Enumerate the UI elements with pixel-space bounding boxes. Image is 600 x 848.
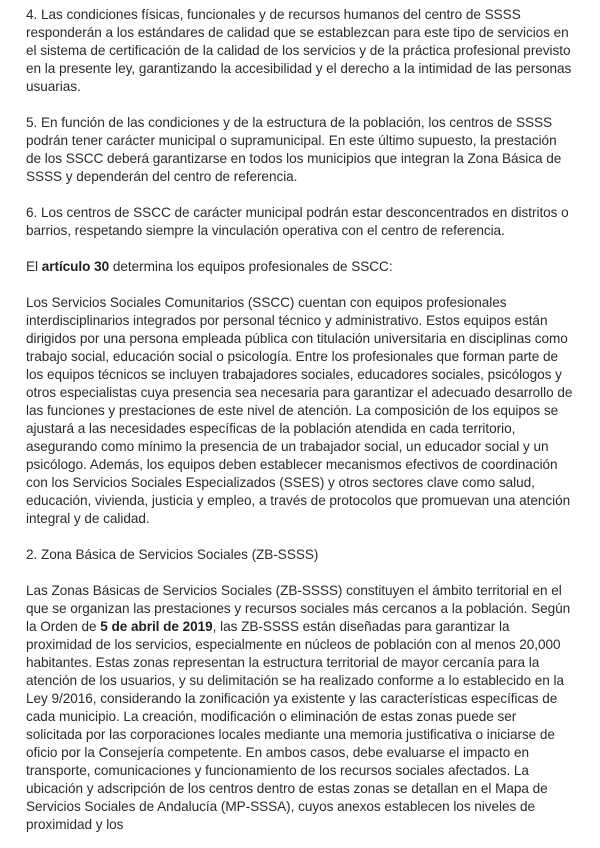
zb-text-after: , las ZB-SSSS están diseñadas para garantizar la proximidad de los servicios, especialmente en núcleos de población con al menos 20,000 habitantes. Estas zonas representan la estructura territorial de mayor cercanía para la atención de los usuarios, y su delimitación se ha realizado conforme a lo establecido en la Ley 9/2016, considerando la zonificación ya existente y las características específicas de cada municipio. La creación, modificación o eliminación de estas zonas puede ser solicitada por las corporaciones locales mediante una memoria justificativa o iniciarse de oficio por la Consejería competente. En ambos casos, debe evaluarse el impacto en transporte, comunicaciones y funcionamiento de los recursos sociales afectados. La ubicación y adscripción de los centros dentro de estas zonas se detallan en el Mapa de Servicios Sociales de Andalucía (MP-SSSA), cuyos anexos establecen los niveles de proximidad y los xyxy=(26,619,565,832)
paragraph-point-6: 6. Los centros de SSCC de carácter municipal podrán estar desconcentrados en distritos o barrios, respetando siempre la vinculación operativa con el centro de referencia. xyxy=(26,205,569,238)
paragraph-article-30-intro xyxy=(26,258,574,276)
zb-date-bold: 5 de abril de 2019 xyxy=(100,619,213,634)
paragraph-zb-ssss xyxy=(26,582,574,834)
paragraph-sscc-teams: Los Servicios Sociales Comunitarios (SSCC) cuentan con equipos profesionales interdisciplinarios integrados por personal técnico y administrativo. Estos equipos están dirigidos por una persona empleada pública con titulación universitaria en disciplinas como trabajo social, educación social o psicología. Entre los profesionales que forman parte de los equipos técnicos se incluyen trabajadores sociales, educadores sociales, psicólogos y otros especialistas cuya presencia sea necesaria para garantizar el adecuado desarrollo de las funciones y prestaciones de este nivel de atención. La composición de los equipos se ajustará a las necesidades específicas de la población atendida en cada territorio, asegurando como mínimo la presencia de un trabajador social, un educador social y un psicólogo. Además, los equipos deben establecer mecanismos efectivos de coordinación con los Servicios Sociales Especializados (SSES) y otros sectores clave como salud, educación, vivienda, justicia y empleo, a través de protocolos que promuevan una atención integral y de calidad. xyxy=(26,295,573,526)
article-30-text-before: El xyxy=(26,259,42,274)
paragraph-point-5: 5. En función de las condiciones y de la estructura de la población, los centros de SSSS podrán tener carácter municipal o supramunicipal. En este último supuesto, la prestación de los SSCC deberá garantizarse en todos los municipios que integran la Zona Básica de SSSS y dependerán del centro de referencia. xyxy=(26,115,562,184)
zb-text-before: Las Zonas Básicas de Servicios Sociales (ZB-SSSS) constituyen el ámbito territorial en el que se organizan las prestaciones y recursos sociales más cercanos a la población. Según la Orden de xyxy=(26,583,571,634)
section-heading-zb-ssss: 2. Zona Básica de Servicios Sociales (ZB-SSSS) xyxy=(26,547,319,562)
article-30-text-after: determina los equipos profesionales de SSCC: xyxy=(109,259,393,274)
paragraph-point-4: 4. Las condiciones físicas, funcionales y de recursos humanos del centro de SSSS responderán a los estándares de calidad que se establezcan para este tipo de servicios en el sistema de certificación de la calidad de los servicios y de la práctica profesional previsto en la presente ley, garantizando la accesibilidad y el derecho a la intimidad de las personas usuarias. xyxy=(26,7,572,94)
article-30-bold: artículo 30 xyxy=(41,259,110,274)
